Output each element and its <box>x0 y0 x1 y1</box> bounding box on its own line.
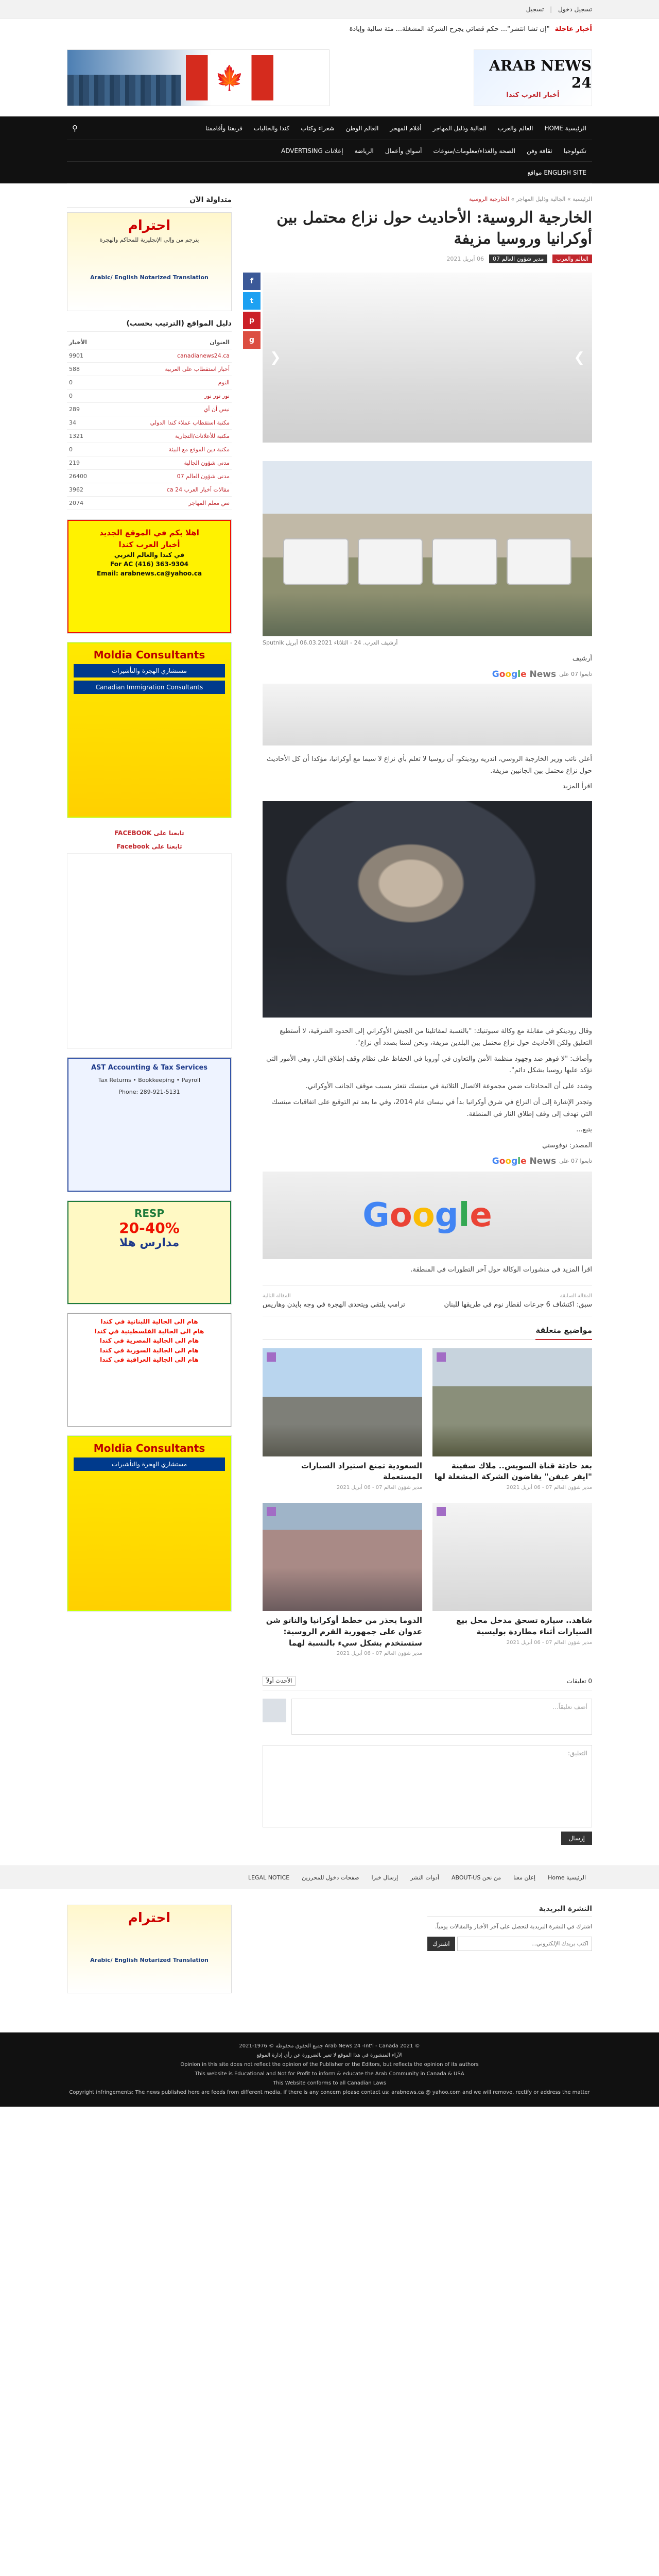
footer-link[interactable]: الرئيسية Home <box>548 1874 586 1882</box>
google-news-logo: Google News <box>492 669 557 680</box>
related-image <box>432 1503 592 1611</box>
directory-title: دليل المواقع (الترتيب بحسب) <box>67 319 232 332</box>
next-title: ترامب يلتقي ويتحدى الهجرة في وجه بايدن وهاريس <box>263 1300 405 1309</box>
ad-line: هام الى الجالية السورية في كندا <box>100 1346 199 1354</box>
nav-item[interactable]: فريقنا وأقاممنا <box>205 124 243 132</box>
ad-line: أخبار العرب كندا <box>118 539 180 549</box>
prev-label: المقالة السابقة <box>560 1293 592 1299</box>
ad-english: Arabic/ English Notarized Translation <box>90 274 209 281</box>
copyright-bar <box>0 2032 659 2107</box>
article-content <box>249 196 592 1845</box>
directory-count: 2074 <box>67 497 101 510</box>
directory-site[interactable]: مقالات أخبار العرب 24 ca <box>101 483 232 497</box>
related-meta: مدير شؤون العالم 07 - 06 أبريل 2021 <box>336 1485 422 1490</box>
topbar <box>0 0 659 19</box>
directory-count: 26400 <box>67 470 101 483</box>
facebook-follow-title: تابعنا على FACEBOOK <box>114 829 184 837</box>
table-row[interactable] <box>67 363 232 376</box>
google-logo: Google <box>362 1196 492 1234</box>
ad-line: هام الى الجالية الفلسطينية في كندا <box>94 1327 204 1335</box>
nav-item[interactable]: كندا والجاليات <box>254 124 290 132</box>
directory-count: 219 <box>67 456 101 470</box>
table-row[interactable] <box>67 430 232 443</box>
directory-count: 0 <box>67 376 101 389</box>
article-date: 06 أبريل 2021 <box>446 256 484 262</box>
table-row[interactable] <box>67 443 232 456</box>
ad-subtitle: مستشاري الهجرة والتأشيرات <box>74 664 225 677</box>
nav-item[interactable]: الرياضة <box>354 147 374 155</box>
canada-flag-icon: 🍁 <box>186 55 273 100</box>
trending-title: متداولة الآن <box>67 196 232 208</box>
search-icon[interactable]: ⚲ <box>72 123 78 133</box>
image-gallery[interactable] <box>263 273 592 443</box>
nav-item[interactable]: ثقافة وفن <box>526 147 552 155</box>
ad-line: For AC (416) 363-9304 <box>110 561 188 568</box>
sidebar <box>67 196 232 1845</box>
nav-item[interactable]: الجالية وذليل المهاجر <box>432 124 487 132</box>
table-row[interactable] <box>67 376 232 389</box>
ad-translation[interactable] <box>67 212 232 311</box>
article-title: الخارجية الروسية: الأحاديث حول نزاع محتمل بين أوكرانيا وروسيا مزيفة <box>276 209 592 248</box>
article-meta <box>263 255 592 263</box>
ad-english: Arabic/ English Notarized Translation <box>90 1957 209 1964</box>
ad-welcome[interactable] <box>67 519 232 634</box>
follow-text: تابعوا 07 على <box>559 1158 592 1165</box>
ad-consultants-2[interactable] <box>67 1435 232 1612</box>
related-title: مواضيع متعلقة <box>263 1326 592 1340</box>
nav-item[interactable]: العالم والعرب <box>498 124 533 132</box>
banner-city-skyline <box>67 75 181 106</box>
directory-count: 588 <box>67 363 101 376</box>
ticker-label: أخبار عاجلة <box>554 25 592 33</box>
nav-item[interactable]: تكنولوجيا <box>563 147 586 155</box>
related-item[interactable] <box>432 1503 592 1656</box>
site-logo[interactable] <box>474 49 592 106</box>
newsletter-subscribe-button[interactable]: اشترك <box>427 1937 455 1951</box>
breadcrumb-home[interactable]: الرئيسية <box>573 196 592 202</box>
directory-count: 34 <box>67 416 101 430</box>
directory-site[interactable]: مكتبة دين الموقع مع البيئة <box>101 443 232 456</box>
login-links <box>526 6 592 13</box>
directory-count: 3962 <box>67 483 101 497</box>
footer-link[interactable]: إعلن معنا <box>513 1874 536 1882</box>
google-news-logo: Google News <box>492 1156 557 1166</box>
ad-title: AST Accounting & Tax Services <box>91 1064 207 1072</box>
separator: | <box>550 6 552 13</box>
newsletter-title: النشرة البريدية <box>427 1905 592 1917</box>
directory-site[interactable]: مكتبة للأعلانات/التجارية <box>101 430 232 443</box>
table-row[interactable] <box>67 470 232 483</box>
directory-body <box>67 349 232 510</box>
breadcrumb <box>263 196 592 202</box>
directory-count: 9901 <box>67 349 101 363</box>
header-banner[interactable] <box>67 49 330 106</box>
comments-count: 0 تعليقات <box>566 1677 592 1685</box>
news-ticker <box>67 19 592 39</box>
footer-widgets <box>0 1889 659 2032</box>
read-more-link[interactable]: اقرأ المزيد <box>562 783 592 791</box>
footer-link[interactable]: من نحن ABOUT-US <box>452 1874 501 1882</box>
ad-line: في كندا والعالم العربي <box>114 551 185 558</box>
article-source: المصدر: نوفوستي <box>542 1142 592 1149</box>
ad-line: اهلا بكم في الموقع الجديد <box>99 528 199 537</box>
related-item[interactable] <box>263 1348 422 1491</box>
article-paragraph: اقرأ المزيد في منشورات الوكالة حول آخر التطورات في المنطقة. <box>410 1265 592 1274</box>
ad-line: Email: arabnews.ca@yahoo.ca <box>96 570 202 577</box>
article-paragraph: أرشيف <box>572 655 592 663</box>
comment-form <box>263 1699 592 1735</box>
article-paragraph: يتبع... <box>576 1126 592 1134</box>
nav-item[interactable]: الرئيسية HOME <box>544 124 586 132</box>
google-news-follow[interactable] <box>263 1156 592 1166</box>
table-row[interactable] <box>67 483 232 497</box>
article-paragraph: وشدد على أن المحادثات ضمن مجموعة الاتصال الثلاثية في مينسك تتعثر بسبب موقف الجانب الأوكراني. <box>305 1082 592 1090</box>
login-link[interactable]: تسجيل دخول <box>558 6 592 13</box>
related-title: السعودية تمنع استيراد السيارات المستعملة <box>301 1461 422 1482</box>
directory-count: 1321 <box>67 430 101 443</box>
share-bar <box>243 273 261 349</box>
related-item[interactable] <box>263 1503 422 1656</box>
nav-row-1 <box>67 116 592 140</box>
table-row[interactable] <box>67 497 232 510</box>
gallery-next-icon[interactable]: ❯ <box>574 350 585 365</box>
footer-link[interactable]: إرسال خبرا <box>371 1874 398 1882</box>
main-layout <box>67 196 592 1845</box>
newsletter <box>427 1905 592 2002</box>
related-title: الدوما يحذر من خطط أوكرانيا والناتو شن عدوان على جمهورية القرم الروسية: ستستخدم بشكل سيء بالنسبة لهما <box>266 1616 422 1648</box>
nav-item[interactable]: أقلام المهجر <box>390 124 422 132</box>
ad-line: هام الى الجالية العراقية في كندا <box>100 1356 199 1364</box>
google-plus-icon[interactable]: g <box>243 331 261 349</box>
footer-ad[interactable] <box>67 1905 232 1993</box>
directory-site[interactable]: canadianews24.ca <box>101 349 232 363</box>
logo-text-en: ARAB NEWS 24 <box>489 57 592 91</box>
comments-sort-select[interactable]: الأحدث أولاً <box>263 1676 296 1686</box>
disclaimer-en: This website is Educational and Not for Profit to inform & educate the Arab Community in Canada & USA <box>195 2071 464 2077</box>
breadcrumb-sep: » <box>511 196 515 202</box>
nav-item[interactable]: شعراء وكتاب <box>301 124 335 132</box>
ad-line: هام الى الجالية اللبنانية في كندا <box>100 1318 198 1325</box>
directory-site[interactable]: نص معلم المهاجر <box>101 497 232 510</box>
ad-title: Moldia Consultants <box>93 1442 205 1454</box>
ad-community[interactable] <box>67 1313 232 1427</box>
ad-subtitle: مدارس هلا <box>119 1236 180 1249</box>
breadcrumb-cat[interactable]: الجالية وذليل المهاجر <box>516 196 566 202</box>
table-row[interactable] <box>67 416 232 430</box>
ad-discount: 20-40% <box>119 1219 180 1236</box>
directory-site[interactable]: مكتبة استقطاب عملاء كندا الدولي <box>101 416 232 430</box>
directory-count: 0 <box>67 389 101 403</box>
nav-row-3 <box>67 162 592 183</box>
ad-subtitle: Canadian Immigration Consultants <box>74 681 225 694</box>
follow-text: تابعوا 07 على <box>559 671 592 678</box>
nav-item[interactable]: العالم الوطن <box>345 124 379 132</box>
nav-item[interactable]: الصحة والغذاء/معلومات/منوعات <box>433 147 515 155</box>
related-meta: مدير شؤون العالم 07 - 06 أبريل 2021 <box>336 1651 422 1657</box>
google-image <box>263 1172 592 1259</box>
nav-item[interactable]: أسواق وأعمال <box>385 147 422 155</box>
ad-phone: Phone: 289-921-5131 <box>118 1089 180 1095</box>
comment-input[interactable]: أضف تعليقاً... <box>291 1699 592 1735</box>
next-article[interactable] <box>263 1293 421 1309</box>
related-meta: مدير شؤون العالم 07 - 06 أبريل 2021 <box>506 1639 592 1646</box>
footer-link[interactable]: أدوات النشر <box>410 1874 439 1882</box>
ticker-link[interactable]: "إن تشا انتشر"... حكم قضائي يجرح الشركة المشغلة... مئة سالية وإيادة <box>349 25 550 33</box>
ad-title: احترام <box>128 1910 171 1926</box>
directory-site[interactable]: نيس أن أي <box>101 403 232 416</box>
prev-title: سبق: اكتشاف 6 جرعات لقطار نوم في طريقها للبنان <box>444 1300 592 1309</box>
newsletter-form <box>427 1937 592 1951</box>
table-header: الأخبار <box>67 336 101 349</box>
newsletter-email-input[interactable] <box>457 1937 592 1951</box>
twitter-icon[interactable]: t <box>243 292 261 310</box>
pinterest-icon[interactable]: p <box>243 312 261 329</box>
directory-site[interactable]: نور نور نور <box>101 389 232 403</box>
related-grid <box>263 1348 592 1657</box>
footer-link[interactable]: LEGAL NOTICE <box>248 1874 290 1882</box>
directory-site[interactable]: أخبار استقطاب على العربية <box>101 363 232 376</box>
avatar <box>263 1699 286 1722</box>
related-image <box>263 1503 422 1611</box>
related-title: بعد حادثة قناة السويس.. ملاك سفينة "ايفر غيفن" يقاضون الشركة المشغلة لها <box>434 1461 592 1482</box>
article-paragraph: وأضاف: "لا فوهر ضد وجهود منظمة الأمن والتعاون في أوروبا في الحفاظ على نظام وقف إطلاق النار، وهي الأمور التي تؤكد عليها روسيا بشكل دائم". <box>266 1055 592 1075</box>
logo-text-ar: أخبار العرب كندا <box>506 91 560 99</box>
ad-line: هام الى الجالية المصرية في كندا <box>99 1337 199 1345</box>
facebook-widget[interactable] <box>67 853 232 1049</box>
register-link[interactable]: تسجيل <box>526 6 544 13</box>
article-photo <box>263 461 592 636</box>
article-paragraph: وقال رودينكو في مقابلة مع وكالة سبوتنيك: "بالنسبة لمقاتلينا من الجيش الأوكراني إلى الحدود الشرقية، لا أستطيع التعليق ولكن الأحاديث حول نزاع محتمل بين البلدين مزيفة، ونحن لسنا بصدد أي نزاع". <box>280 1027 592 1047</box>
next-label: المقالة التالية <box>263 1293 291 1299</box>
copyright-text: © 2021 Arab News 24 -Int'l - Canada جميع الحقوق محفوظة © 1976-2021 <box>239 2043 420 2049</box>
disclaimer-en: Opinion in this site does not reflect the opinion of the Publisher or the Editors, but reflects the opinion of its authors <box>180 2062 479 2068</box>
table-row[interactable] <box>67 456 232 470</box>
footer-links <box>0 1866 659 1889</box>
prev-next-nav <box>263 1285 592 1316</box>
ad-accounting[interactable] <box>67 1057 232 1192</box>
directory-count: 0 <box>67 443 101 456</box>
ad-subtitle: مستشاري الهجرة والتأشيرات <box>74 1458 225 1471</box>
gallery-prev-icon[interactable]: ❮ <box>270 350 281 365</box>
main-nav <box>0 116 659 183</box>
related-image <box>432 1348 592 1456</box>
footer-link[interactable]: صفحات دخول للمحررين <box>302 1874 359 1882</box>
related-meta: مدير شؤون العالم 07 - 06 أبريل 2021 <box>506 1485 592 1490</box>
directory-site[interactable]: النوم <box>101 376 232 389</box>
category-badge[interactable]: العالم والعرب <box>552 255 592 263</box>
facebook-icon[interactable]: f <box>243 273 261 290</box>
article-portrait <box>263 801 592 1018</box>
ad-title: RESP <box>134 1207 165 1219</box>
google-news-follow[interactable] <box>263 669 592 680</box>
related-title: شاهد.. سيارة تسحق مدخل محل بيع السيارات أثناء مطاردة بوليسية <box>456 1616 592 1636</box>
ad-title: Moldia Consultants <box>93 649 205 661</box>
related-item[interactable] <box>432 1348 592 1491</box>
prev-article[interactable] <box>434 1293 592 1309</box>
directory-table <box>67 336 232 510</box>
ad-consultants[interactable] <box>67 642 232 818</box>
related-image <box>263 1348 422 1456</box>
article-paragraph: أعلن نائب وزير الخارجية الروسي، اندريه رودينكو، أن روسيا لا تعلم بأي نزاع لا سيما مع أوكرانيا، مؤكدا أن كل الأحاديث حول نزاع محتمل بين الجانبين مزيفة. <box>266 755 592 775</box>
ad-subtitle: يترجم من وإلى الإنجليزية للمحاكم والهجرة <box>99 236 199 243</box>
breadcrumb-current: الخارجية الروسية <box>469 196 509 202</box>
ad-subtitle: Tax Returns • Bookkeeping • Payroll <box>98 1077 201 1083</box>
photo-caption: أرشيف العرب. 24 - الثلاثاء 06.03.2021 أبريل Sputnik <box>263 639 398 646</box>
table-row[interactable] <box>67 403 232 416</box>
newsletter-text: اشترك في النشرة البريدية لتحصل على آخر الأخبار والمقالات يومياً. <box>435 1923 592 1930</box>
directory-count: 289 <box>67 403 101 416</box>
comments-bar <box>263 1672 592 1690</box>
author-badge[interactable]: مدير شؤون العالم 07 <box>489 255 547 263</box>
directory-site[interactable]: مدنى شؤون العالم 07 <box>101 470 232 483</box>
photo-vehicles <box>283 538 571 585</box>
breadcrumb-sep: » <box>567 196 571 202</box>
disclaimer-en: Copyright infringements: The news published here are feeds from different media, if there is any concern please contact us: arabnews.ca @ yahoo.com and we will remove, rectify or address the matter <box>69 2090 590 2096</box>
nav-item[interactable]: إعلانات ADVERTISING <box>281 147 343 155</box>
ad-resp[interactable] <box>67 1200 232 1304</box>
embedded-banner <box>263 684 592 745</box>
article-paragraph: وتجدر الإشارة إلى أن النزاع في شرق أوكرانيا بدأ في نيسان عام 2014، وفي ما بعد تم التوقيع على اتفاقيات مينسك التي تهدف إلى وقف إطلاق النار في المنطقة. <box>272 1098 592 1118</box>
table-row[interactable] <box>67 349 232 363</box>
disclaimer-en: This Website conforms to all Canadian Laws <box>273 2080 386 2087</box>
header <box>67 39 592 116</box>
directory-site[interactable]: مدنى شؤون الجالية <box>101 456 232 470</box>
nav-row-2 <box>67 140 592 162</box>
table-header: العنوان <box>101 336 232 349</box>
facebook-follow-link[interactable]: تابعنا على Facebook <box>116 843 182 850</box>
ad-title: احترام <box>128 218 171 233</box>
table-row[interactable] <box>67 389 232 403</box>
disclaimer-ar: الآراء المنشورة في هذا الموقع لا تعبر بالضرورة عن رأي إدارة الموقع <box>256 2053 403 2059</box>
nav-item[interactable]: ENGLISH SITE مواقع <box>527 168 586 176</box>
comment-textarea[interactable]: التعليق: <box>263 1745 592 1827</box>
post-comment-button[interactable]: إرسال <box>561 1832 592 1845</box>
